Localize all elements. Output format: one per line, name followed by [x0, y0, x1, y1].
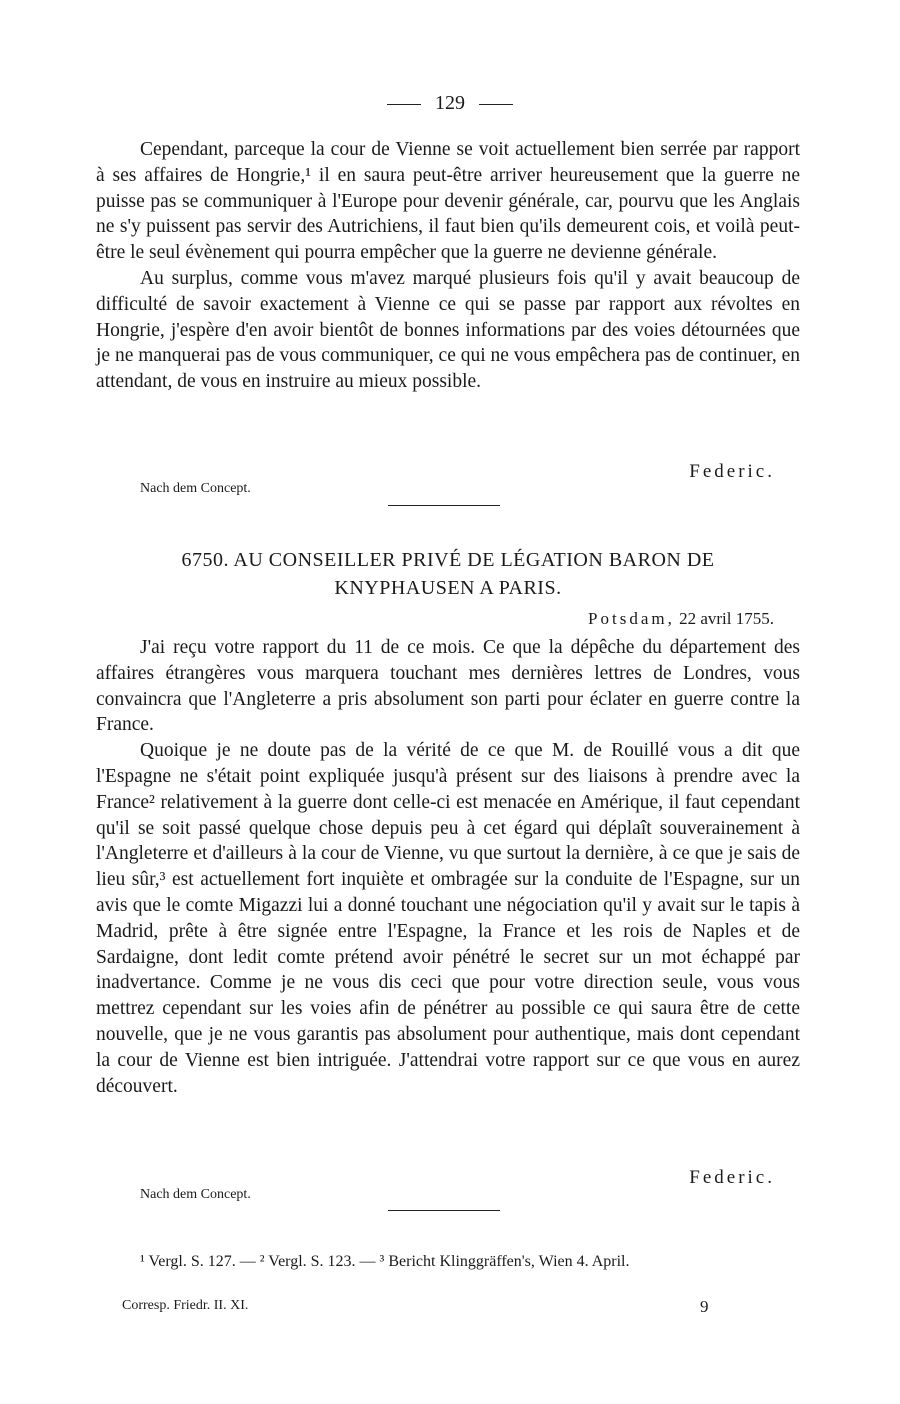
footnotes	[96, 1251, 800, 1273]
section2-paragraph-2: Quoique je ne doute pas de la vérité de ce que M. de Rouillé vous a dit que l'Espagne ne s'était point expliquée jusqu'à présent sur des liaisons à prendre avec la France² relativement à la guerre dont celle-ci est menacée en Amérique, il faut cependant qu'il se soit passé quelque chose depuis peu à cet égard qui déplaît souverainement à l'Angleterre et d'ailleurs à la cour de Vienne, vu que surtout la dernière, à ce que je sais de lieu sûr,³ est actuellement fort inquiète et ombragée sur la conduite de l'Espagne, sur un avis que le comte Migazzi lui a donné touchant une négociation qu'il y avait sur le tapis à Madrid, prête à être signée entre l'Espagne, la France et les rois de Naples et de Sardaigne, dont ledit comte prétend avoir pénétré le secret sur un mot échappé par inadvertance. Comme je ne vous dis ceci que pour votre direction seule, vous vous mettrez cependant sur les voies afin de pénétrer au possible ce qui saura être de cette nouvelle, que je ne vous garantis pas absolument pour authentique, mais dont cependant la cour de Vienne est bien intriguée. J'attendrai votre rapport sur ce que vous en aurez découvert.	[96, 740, 800, 1097]
section2-signature: Federic.	[689, 1167, 775, 1188]
page-header	[0, 92, 900, 115]
header-dash-left	[387, 104, 421, 105]
section2-date-line	[588, 609, 774, 629]
section1-signature: Federic.	[689, 461, 775, 482]
section1-body	[96, 137, 800, 395]
section2-body	[96, 635, 800, 1099]
header-dash-right	[479, 104, 513, 105]
section-divider-1	[388, 505, 500, 506]
section2-paragraph-1: J'ai reçu votre rapport du 11 de ce mois. Ce que la dépêche du département des affaires étrangères vous marquera touchant mes dernières lettres de Londres, vous convaincra que l'Angleterre a pris absolument son parti pour éclater en guerre contre la France.	[96, 637, 800, 736]
footer-volume: Corresp. Friedr. II. XI.	[122, 1298, 249, 1313]
section1-paragraph-2: Au surplus, comme vous m'avez marqué plusieurs fois qu'il y avait beaucoup de difficulté de savoir exactement à Vienne ce qui se passe par rapport aux révoltes en Hongrie, j'espère d'en avoir bientôt de bonnes informations par des voies détournées que je ne manquerai pas de vous communiquer, ce qui ne vous empêchera pas de continuer, en attendant, de vous en instruire au mieux possible.	[96, 267, 800, 393]
section2-source-note: Nach dem Concept.	[140, 1187, 251, 1202]
section2-title	[96, 546, 800, 602]
date-value: 22 avril 1755.	[679, 609, 774, 628]
document-number: 6750.	[181, 549, 229, 571]
section2-title-line2: KNYPHAUSEN A PARIS.	[334, 577, 562, 599]
page-number: 129	[435, 92, 465, 114]
section1-source-note: Nach dem Concept.	[140, 481, 251, 496]
section1-paragraph-1: Cependant, parceque la cour de Vienne se voit actuellement bien serrée par rapport à ses affaires de Hongrie,¹ il en saura peut-être arriver heureusement que la guerre ne puisse pas se communiquer à l'Europe pour devenir générale, car, pourvu que les Anglais ne s'y puissent pas servir des Autrichiens, il faut bien qu'ils demeurent cois, et voilà peut-être le seul évènement qui pourra empêcher que la guerre ne devienne générale.	[96, 139, 800, 264]
date-place: Potsdam,	[588, 609, 675, 628]
section-divider-2	[388, 1210, 500, 1211]
footnote-text: ¹ Vergl. S. 127. — ² Vergl. S. 123. — ³ Bericht Klinggräffen's, Wien 4. April.	[140, 1253, 630, 1270]
section2-title-line1: 6750. AU CONSEILLER PRIVÉ DE LÉGATION BARON DE	[181, 549, 715, 571]
footer-signature-number: 9	[700, 1297, 709, 1316]
